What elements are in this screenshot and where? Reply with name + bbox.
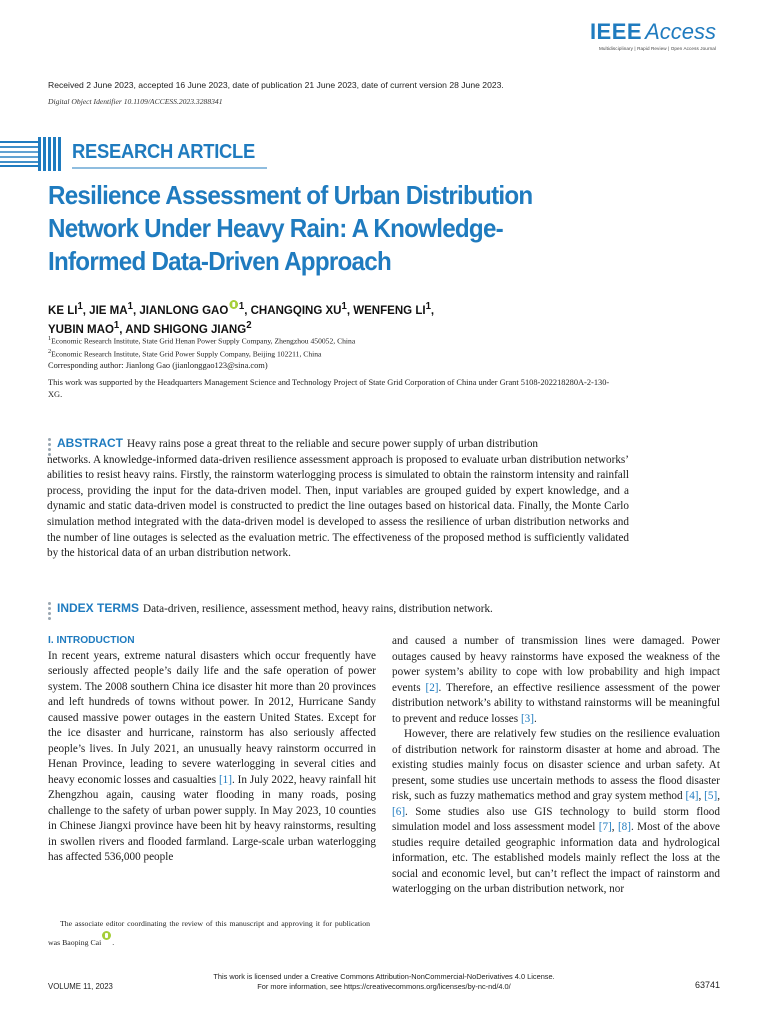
citation-link[interactable]: [6] — [392, 805, 406, 818]
logo-tagline: Multidisciplinary | Rapid Review | Open Access Journal — [598, 46, 716, 51]
right-column — [392, 634, 720, 898]
title-line: Informed Data-Driven Approach — [48, 246, 391, 276]
intro-paragraph: However, there are relatively few studies on the resilience evaluation of distribution network for rainstorm disaster at home and abroad. The existing studies mainly focus on disaster science and urban safety. At present, some studies use uncertain methods to assess the flood disaster risk, such as fuzzy mathematics method and gray system method [4], [5], [6]. Some studies also use GIS technology to build storm flood simulation model and loss assessment model [7], [8]. Most of the above studies require detailed geographic information data and hydrological information, etc. The established models mainly reflect the loss at the social and economic level, but can’t reflect the impact of rainstorm and waterlogging on the urban distribution network, nor — [392, 728, 721, 895]
research-article-banner — [0, 137, 280, 171]
abstract-heading: ABSTRACT — [57, 436, 123, 450]
author-name: KE LI — [48, 303, 78, 317]
citation-link[interactable]: [2] — [425, 681, 439, 694]
intro-paragraph: and caused a number of transmission lines were damaged. Power outages caused by heavy rainstorms have exposed the weakness of the power system’s ability to cope with low probability and high impact events [2]. Therefore, an effective resilience assessment of the power distribution network’s ability to withstand rainstorms will be meaningful to prevent and reduce losses [3]. — [392, 635, 720, 725]
banner-underline — [72, 167, 267, 169]
volume-label: VOLUME 11, 2023 — [48, 982, 113, 991]
index-dots-icon — [48, 602, 51, 622]
orcid-icon[interactable] — [102, 931, 111, 940]
abstract-first-line: Heavy rains pose a great threat to the reliable and secure power supply of urban distribution — [127, 438, 539, 450]
affil-sup: 1 — [341, 301, 347, 312]
logo-ieee: IEEE — [589, 19, 643, 44]
citation-link[interactable]: [7] — [598, 821, 612, 833]
affil-sup: 1 — [238, 301, 245, 312]
author-line — [48, 299, 586, 318]
corresponding-author: Corresponding author: Jianlong Gao (jianlonggao123@sina.com) — [48, 361, 268, 370]
affil-sup: 2 — [246, 320, 252, 331]
citation-link[interactable]: [4] — [685, 790, 699, 802]
author-name: , JIANLONG GAO — [132, 303, 229, 317]
affil-sup: 1 — [77, 301, 83, 312]
received-dates: Received 2 June 2023, accepted 16 June 2023, date of publication 21 June 2023, date of current version 28 June 2023. — [48, 80, 504, 90]
author-name: YUBIN MAO — [48, 322, 114, 336]
article-type-label: RESEARCH ARTICLE — [72, 141, 256, 163]
affiliations — [48, 334, 355, 359]
title-line: Network Under Heavy Rain: A Knowledge- — [48, 213, 503, 243]
journal-logo — [590, 20, 716, 51]
citation-link[interactable]: [3] — [520, 712, 534, 725]
logo-access: Access — [645, 19, 716, 44]
author-name: , CHANGQING XU — [244, 303, 342, 317]
citation-link[interactable]: [5] — [704, 790, 718, 802]
author-name: , JIE MA — [82, 303, 128, 317]
editor-footnote: The associate editor coordinating the review of this manuscript and approving it for publication was Baoping Cai . — [48, 919, 370, 947]
license-notice: This work is licensed under a Creative Commons Attribution-NonCommercial-NoDerivatives 4.0 License. For more information, see https://creativecommons.org/licenses/by-nc-nd/4.0/ — [0, 972, 768, 992]
banner-stripes-icon — [0, 141, 38, 167]
left-column — [48, 633, 376, 866]
citation-link[interactable]: [8] — [617, 821, 631, 833]
author-list — [48, 299, 608, 337]
abstract — [47, 436, 629, 562]
affil-sup: 1 — [113, 320, 120, 331]
author-name: , AND SHIGONG JIANG — [119, 322, 247, 336]
license-link[interactable]: For more information, see https://creativecommons.org/licenses/by-nc-nd/4.0/ — [257, 982, 511, 991]
author-name: , WENFENG LI — [346, 303, 426, 317]
intro-paragraph: In recent years, extreme natural disasters which occur frequently have seriously affected people’s daily life and the safe operation of power system. The 2008 southern China ice disaster hit more than 20 provinces and left hundreds of towns without power. In 2012, Hurricane Sandy caused massive power outages in the eastern United States. Except for the ice disaster and hurricane, rainstorm has also seriously affected people’s lives. In July 2021, an unusually heavy rainstorm occurred in Henan Province, leading to severe waterlogging in several cities and heavy economic losses and casualties [1]. In July 2022, heavy rainfall hit Zhengzhou again, causing water flooding in many roads, posing challenge to the safety of urban power supply. In May 2023, 10 counties in Chinese Jiangxi province have been hit by heavy rainstorms, resulting in swollen rivers and flooded farmland. Large-scale urban waterlogging has affected 536,000 people — [48, 649, 377, 863]
index-terms-text: Data-driven, resilience, assessment method, heavy rains, distribution network. — [143, 603, 493, 615]
title-line: Resilience Assessment of Urban Distribution — [48, 180, 533, 210]
citation-link[interactable]: [1] — [218, 773, 232, 786]
author-separator: , — [430, 303, 435, 317]
affil-sup: 1 — [425, 301, 431, 312]
orcid-icon[interactable] — [229, 300, 238, 309]
section-heading: I. INTRODUCTION — [48, 635, 135, 646]
abstract-body: networks. A knowledge-informed data-driven resilience assessment approach is proposed to evaluate urban distribution networks’ abilities to resist heavy rains. Firstly, the rainstorm waterlogging process is simulated to obtain the rainstorm intensity and rainfall process, providing the input for the data-driven model. Then, input variables are grouped guided by expert knowledge, and a dynamic and static data-driven model is constructed to predict the line outages based on historical data. Finally, the Monte Carlo simulation method integrated with the data-driven model is developed to assess the resilience of urban distribution networks and the number of line outages is selected as the evaluation metric. The effectiveness of the proposed method is sufficiently validated by the historical data of an urban distribution network. — [47, 453, 629, 560]
index-terms-heading: INDEX TERMS — [57, 601, 140, 615]
index-terms — [57, 601, 637, 617]
affil-sup: 1 — [127, 301, 133, 312]
affiliation-item: $^1$Economic Research Institute, State Grid Henan Power Supply Company, Zhengzhou 450052, China — [48, 335, 356, 346]
funding-statement: This work was supported by the Headquarters Management Science and Technology Project of State Grid Corporation of China under Grant 5108-202218280A-2-130-XG. — [48, 378, 610, 399]
doi-line: Digital Object Identifier 10.1109/ACCESS.2023.3288341 — [48, 97, 223, 106]
paper-title — [48, 179, 608, 278]
page-number: 63741 — [694, 980, 720, 990]
banner-bars-icon — [38, 137, 66, 171]
affiliation-item: $^2$Economic Research Institute, State Grid Power Supply Company, Beijing 102211, China — [48, 347, 322, 359]
